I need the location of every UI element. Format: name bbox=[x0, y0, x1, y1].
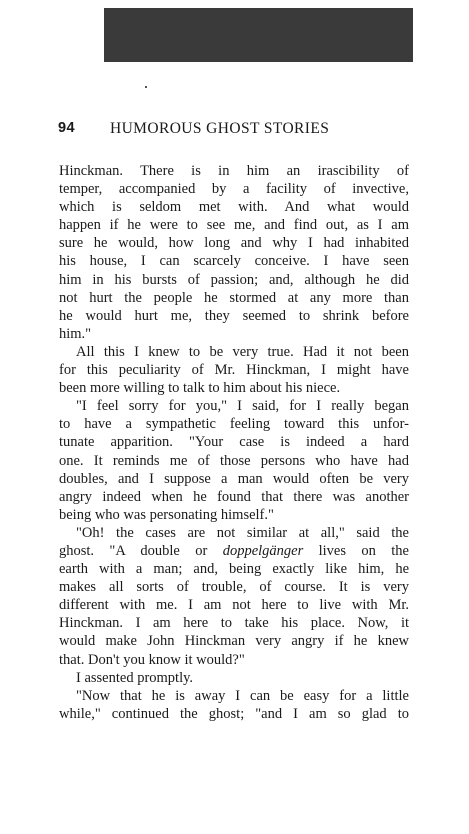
text-line: for this peculiarity of Mr. Hinckman, I might have bbox=[59, 362, 409, 379]
page-number: 94 bbox=[58, 120, 75, 136]
text-line: Hinckman. There is in him an irascibility of bbox=[59, 163, 409, 179]
text-line: his house, I can scarcely conceive. I have seen bbox=[59, 253, 409, 270]
text-line: temper, accompanied by a facility of invective, bbox=[59, 181, 409, 198]
line-segment: lives on the bbox=[303, 542, 409, 559]
text-line: to have a sympathetic feeling toward this unfor- bbox=[59, 416, 409, 433]
text-line: makes all sorts of trouble, of course. It is very bbox=[59, 579, 409, 596]
line-segment: ghost. "A double or bbox=[59, 542, 223, 559]
text-line: "I feel sorry for you," I said, for I really began bbox=[76, 398, 409, 415]
text-line: which is seldom met with. And what would bbox=[59, 199, 409, 216]
text-line: doubles, and I suppose a man would often be very bbox=[59, 470, 409, 487]
body-text bbox=[59, 162, 409, 723]
text-line: earth with a man; and, being exactly like him, he bbox=[59, 561, 409, 578]
text-line: he would hurt me, they seemed to shrink before bbox=[59, 307, 409, 324]
text-line: I assented promptly. bbox=[76, 669, 194, 686]
text-line: that. Don't you know it would?" bbox=[59, 651, 245, 668]
text-line: would make John Hinckman very angry if he knew bbox=[59, 633, 409, 650]
text-line: tunate apparition. "Your case is indeed a hard bbox=[59, 434, 409, 451]
print-speck bbox=[145, 86, 147, 88]
text-line: being who was personating himself." bbox=[59, 506, 274, 523]
text-line: sure he would, how long and why I had inhabited bbox=[59, 235, 409, 252]
text-line: while," continued the ghost; "and I am so glad to bbox=[59, 705, 409, 722]
text-line: "Now that he is away I can be easy for a little bbox=[76, 687, 409, 704]
text-line: Hinckman. I am here to take his place. Now, it bbox=[59, 615, 409, 632]
text-line: one. It reminds me of those persons who have had bbox=[59, 452, 409, 469]
text-line: angry indeed when he found that there was another bbox=[59, 488, 409, 505]
text-line bbox=[59, 542, 409, 560]
italic-word: doppelgänger bbox=[222, 542, 304, 559]
text-line: happen if he were to see me, and find out, as I am bbox=[59, 217, 409, 234]
page-header bbox=[58, 120, 410, 142]
text-line: been more willing to talk to him about his niece. bbox=[59, 380, 341, 397]
text-line: "Oh! the cases are not similar at all," said the bbox=[76, 524, 409, 541]
text-line: different with me. I am not here to live with Mr. bbox=[59, 597, 409, 614]
text-line: him." bbox=[59, 325, 92, 342]
text-line: not hurt the people he stormed at any more than bbox=[59, 289, 409, 306]
running-title: HUMOROUS GHOST STORIES bbox=[110, 120, 330, 137]
text-line: All this I knew to be very true. Had it not been bbox=[76, 343, 409, 360]
text-line: him in his bursts of passion; and, although he did bbox=[59, 271, 409, 288]
redaction-block bbox=[104, 8, 413, 62]
